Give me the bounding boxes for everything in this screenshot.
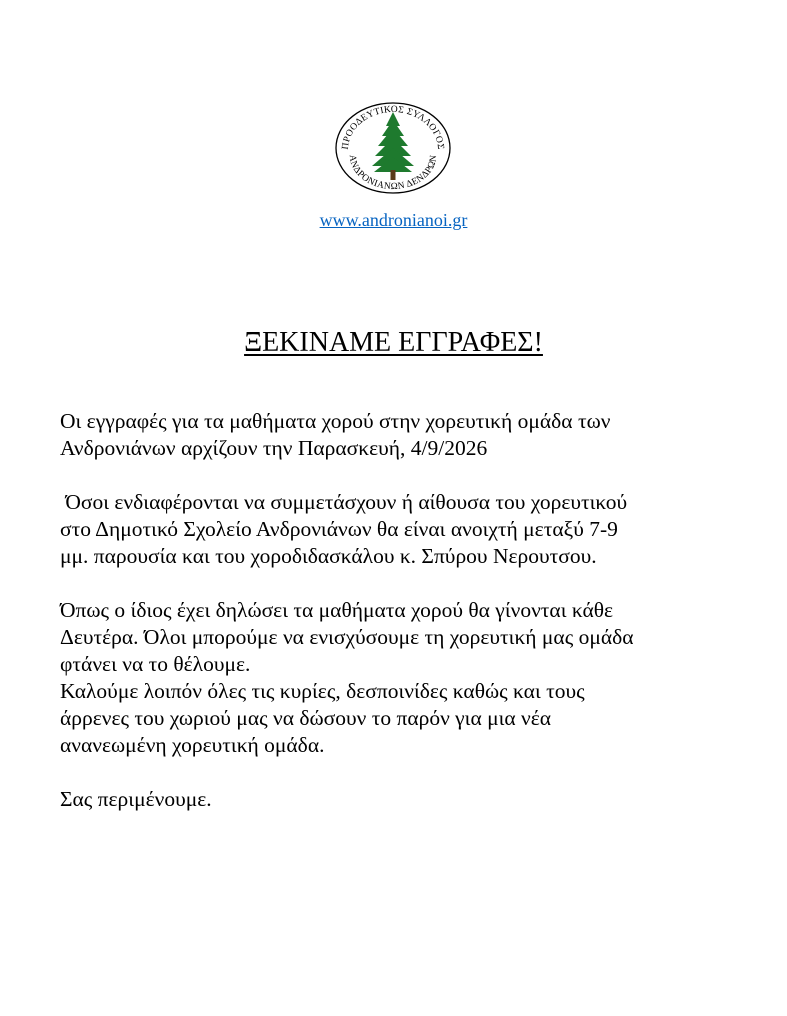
website-link[interactable]: www.andronianoi.gr [319,210,468,230]
paragraph-spacer [60,462,740,489]
paragraph-line: Οι εγγραφές για τα μαθήματα χορού στην χορευτική ομάδα των [60,409,611,433]
paragraph-line: φτάνει να το θέλουμε. [60,652,251,676]
website-link-container [0,208,787,232]
paragraph-line: ανανεωμένη χορευτική ομάδα. [60,733,325,757]
paragraph-line: Καλούμε λοιπόν όλες τις κυρίες, δεσποινίδες καθώς και τους [60,679,585,703]
paragraph-line: άρρενες του χωριού μας να δώσουν το παρόν για μια νέα [60,706,552,730]
page-title: ΞΕΚΙΝΑΜΕ ΕΓΓΡΑΦΕΣ! [244,327,543,358]
paragraph-spacer [60,570,740,597]
paragraph-line: μμ. παρουσία και του χοροδιδασκάλου κ. Σπύρου Νερουτσου. [60,544,597,568]
paragraph-line: Δευτέρα. Όλοι μπορούμε να ενισχύσουμε τη χορευτική μας ομάδα [60,625,634,649]
paragraph-line: Όσοι ενδιαφέρονται να συμμετάσχουν ή αίθουσα του χορευτικού [60,490,628,514]
paragraph-line: Ανδρονιάνων αρχίζουν την Παρασκευή, 4/9/2026 [60,436,488,460]
association-logo [334,100,452,195]
svg-text:ΑΝΔΡΟΝΙΑΝΩΝ ΔΕΝΔΡΩΝ: ΑΝΔΡΟΝΙΑΝΩΝ ΔΕΝΔΡΩΝ [346,154,440,193]
paragraph-line: στο Δημοτικό Σχολείο Ανδρονιάνων θα είναι ανοιχτή μεταξύ 7-9 [60,517,618,541]
logo-seal-icon [334,100,452,195]
paragraph-line: Σας περιμένουμε. [60,787,212,811]
announcement-body [60,408,740,813]
paragraph-spacer [60,759,740,786]
paragraph-line: Όπως ο ίδιος έχει δηλώσει τα μαθήματα χορού θα γίνονται κάθε [60,598,614,622]
svg-text:ΠΡΟΟΔΕΥΤΙΚΟΣ ΣΥΛΛΟΓΟΣ: ΠΡΟΟΔΕΥΤΙΚΟΣ ΣΥΛΛΟΓΟΣ [340,104,446,151]
